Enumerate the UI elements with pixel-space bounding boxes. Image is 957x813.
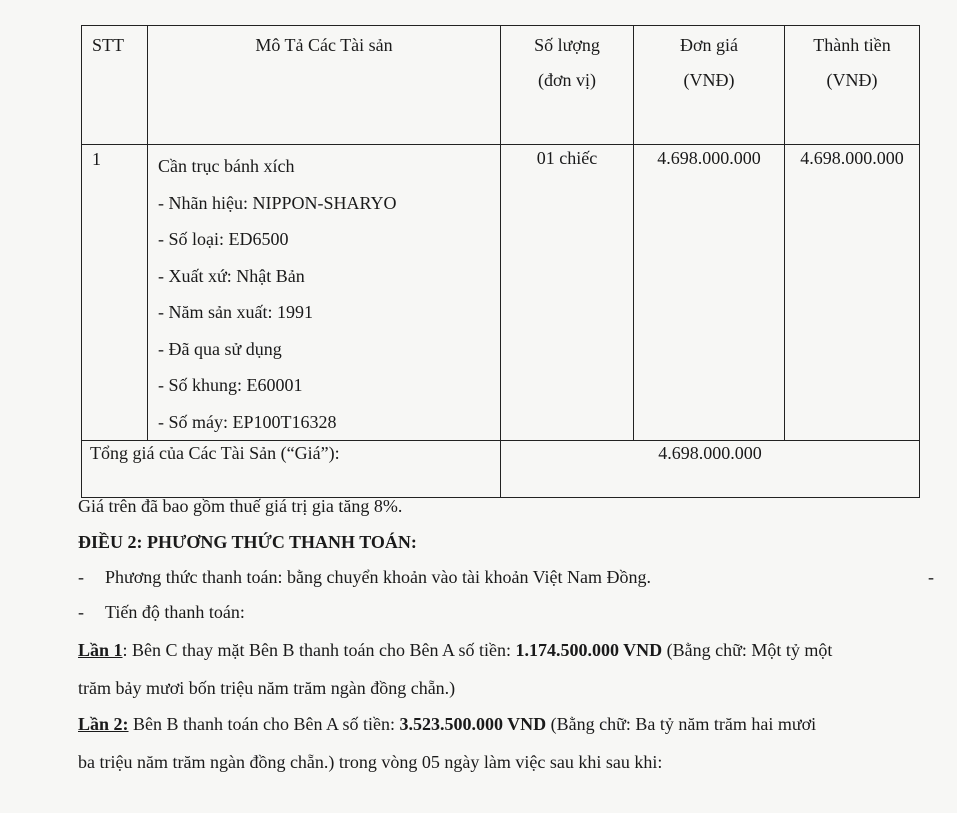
list-item xyxy=(78,602,245,623)
installment-1-continuation: trăm bảy mươi bốn triệu năm trăm ngàn đồng chẵn.) xyxy=(78,678,456,698)
header-description: Mô Tả Các Tài sản xyxy=(148,26,501,145)
desc-line: - Đã qua sử dụng xyxy=(158,338,282,359)
installment-1-amount: 1.174.500.000 VND xyxy=(515,640,663,660)
cell-quantity: 01 chiếc xyxy=(501,145,634,441)
table-row xyxy=(82,145,920,441)
header-stt: STT xyxy=(82,26,148,145)
bullet-text: Tiến độ thanh toán: xyxy=(105,602,245,622)
cell-stt: 1 xyxy=(82,145,148,441)
header-unit-price: Đơn giá (VNĐ) xyxy=(634,26,785,145)
installment-1 xyxy=(78,640,832,661)
bullet-marker: - xyxy=(78,602,84,622)
margin-mark: - xyxy=(928,567,934,587)
bullet-text: Phương thức thanh toán: bằng chuyển khoản vào tài khoản Việt Nam Đồng. xyxy=(105,567,652,587)
vat-note: Giá trên đã bao gồm thuế giá trị gia tăng 8%. xyxy=(78,496,403,516)
article-heading: ĐIỀU 2: PHƯƠNG THỨC THANH TOÁN: xyxy=(78,532,417,552)
total-label-cell: Tổng giá của Các Tài Sản (“Giá”): xyxy=(82,441,501,498)
list-item xyxy=(78,567,651,588)
installment-1-words: (Bằng chữ: Một tỷ một xyxy=(662,640,833,660)
total-value-cell: 4.698.000.000 xyxy=(501,441,920,498)
cell-description xyxy=(148,145,501,441)
asset-table xyxy=(81,25,920,498)
installment-2-text: Bên B thanh toán cho Bên A số tiền: xyxy=(128,714,400,734)
desc-line: - Xuất xứ: Nhật Bản xyxy=(158,265,305,286)
desc-line: - Nhãn hiệu: NIPPON-SHARYO xyxy=(158,192,397,213)
installment-2-continuation: ba triệu năm trăm ngàn đồng chẵn.) trong vòng 05 ngày làm việc sau khi sau khi: xyxy=(78,752,663,772)
cell-unit-price: 4.698.000.000 xyxy=(634,145,785,441)
installment-2-label: Lần 2: xyxy=(78,714,129,734)
desc-line: Cần trục bánh xích xyxy=(158,156,295,176)
bullet-marker: - xyxy=(78,567,84,587)
desc-line: - Số loại: ED6500 xyxy=(158,229,289,249)
table-header-row xyxy=(82,26,920,145)
desc-line: - Số khung: E60001 xyxy=(158,375,303,395)
table-total-row xyxy=(82,441,920,498)
installment-1-text: : Bên C thay mặt Bên B thanh toán cho Bên A số tiền: xyxy=(122,640,516,660)
desc-line: - Năm sản xuất: 1991 xyxy=(158,302,313,322)
installment-2 xyxy=(78,714,816,735)
installment-1-label: Lần 1 xyxy=(78,640,123,660)
header-amount: Thành tiền (VNĐ) xyxy=(785,26,920,145)
installment-2-words: (Bằng chữ: Ba tỷ năm trăm hai mươi xyxy=(546,714,817,734)
cell-amount: 4.698.000.000 xyxy=(785,145,920,441)
header-quantity: Số lượng (đơn vị) xyxy=(501,26,634,145)
installment-2-amount: 3.523.500.000 VND xyxy=(399,714,547,734)
desc-line: - Số máy: EP100T16328 xyxy=(158,411,337,432)
